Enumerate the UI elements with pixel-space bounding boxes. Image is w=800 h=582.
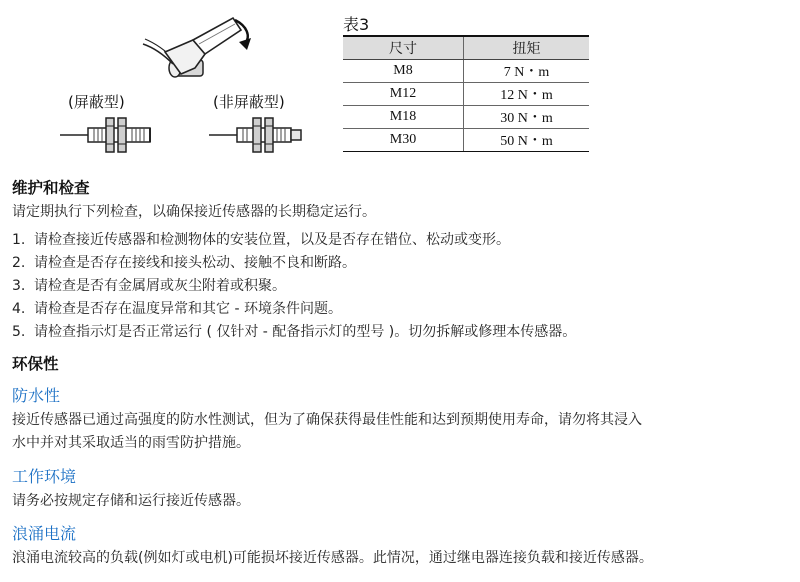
torque-table xyxy=(343,35,589,152)
size-cell: M30 xyxy=(343,129,464,152)
waterproof-text-line-2: 水中并对其采取适当的雨雪防护措施。 xyxy=(12,435,250,451)
waterproof-text-line-1: 接近传感器已通过高强度的防水性测试，但为了确保获得最佳性能和达到预期使用寿命，请勿将其浸入 xyxy=(12,412,642,428)
wrench-tightening-illustration xyxy=(135,8,260,90)
maintenance-intro: 请定期执行下列检查，以确保接近传感器的长期稳定运行。 xyxy=(12,204,376,220)
list-text: 请检查是否存在温度异常和其它 - 环境条件问题。 xyxy=(34,301,342,317)
environment-heading: 环保性 xyxy=(12,355,59,373)
column-header-size: 尺寸 xyxy=(343,36,464,60)
list-number: 4. xyxy=(12,301,26,317)
list-text: 请检查是否存在接线和接头松动、接触不良和断路。 xyxy=(34,255,356,271)
list-number: 2. xyxy=(12,255,26,271)
table-header-row xyxy=(343,36,589,60)
waterproof-heading: 防水性 xyxy=(12,386,61,405)
list-item xyxy=(12,275,286,298)
table-row xyxy=(343,106,589,129)
list-text: 请检查是否有金属屑或灰尘附着或积聚。 xyxy=(34,278,286,294)
table-row xyxy=(343,129,589,152)
surge-current-heading: 浪涌电流 xyxy=(12,524,77,543)
size-cell: M18 xyxy=(343,106,464,129)
table-title: 表3 xyxy=(343,15,370,34)
maintenance-heading: 维护和检查 xyxy=(12,179,90,197)
shielded-type-label: (屏蔽型) xyxy=(68,93,125,111)
torque-cell: 50 N・m xyxy=(464,129,590,152)
list-number: 3. xyxy=(12,278,26,294)
torque-cell: 7 N・m xyxy=(464,60,590,83)
unshielded-sensor-illustration xyxy=(207,112,307,158)
list-item xyxy=(12,252,356,275)
list-item xyxy=(12,321,576,344)
list-item xyxy=(12,298,342,321)
torque-cell: 30 N・m xyxy=(464,106,590,129)
list-text: 请检查接近传感器和检测物体的安装位置，以及是否存在错位、松动或变形。 xyxy=(34,232,510,248)
size-cell: M12 xyxy=(343,83,464,106)
list-text: 请检查指示灯是否正常运行 ( 仅针对 - 配备指示灯的型号 )。切勿拆解或修理本传感器。 xyxy=(34,324,577,340)
size-cell: M8 xyxy=(343,60,464,83)
table-row xyxy=(343,60,589,83)
list-number: 1. xyxy=(12,232,26,248)
table-row xyxy=(343,83,589,106)
shielded-sensor-illustration xyxy=(58,112,158,158)
surge-current-text: 浪涌电流较高的负载(例如灯或电机)可能损坏接近传感器。此情况，通过继电器连接负载和接近传感器。 xyxy=(12,550,653,566)
column-header-torque: 扭矩 xyxy=(464,36,590,60)
unshielded-type-label: (非屏蔽型) xyxy=(213,93,285,111)
torque-cell: 12 N・m xyxy=(464,83,590,106)
list-number: 5. xyxy=(12,324,26,340)
list-item xyxy=(12,229,510,252)
work-environment-heading: 工作环境 xyxy=(12,467,77,486)
work-environment-text: 请务必按规定存储和运行接近传感器。 xyxy=(12,493,250,509)
